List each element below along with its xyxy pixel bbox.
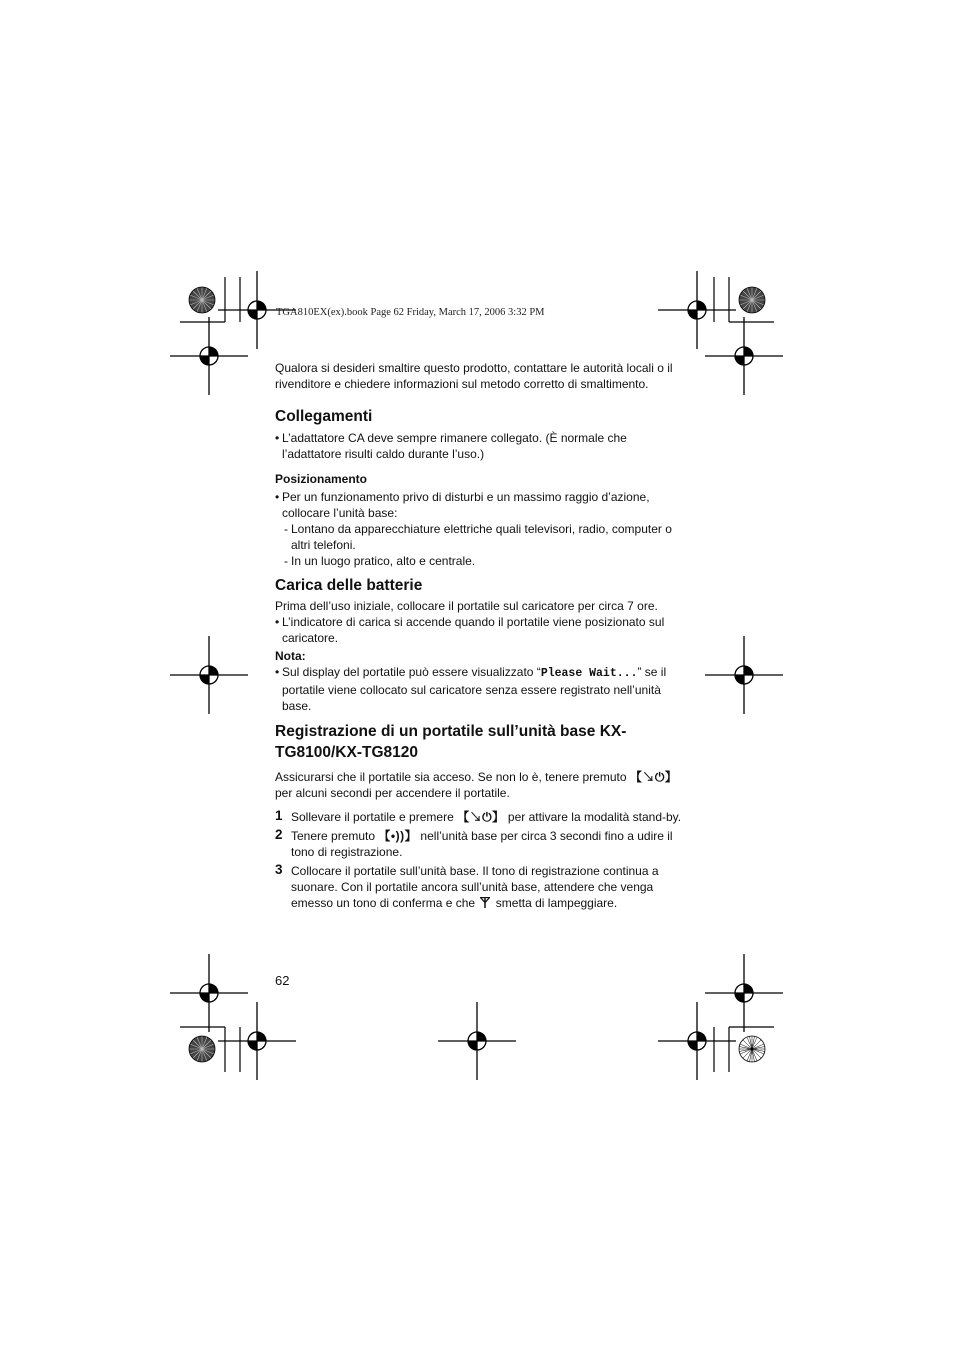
off-power-key-icon: 【↘⏻】 (457, 810, 505, 824)
nota-title: Nota: (275, 649, 306, 663)
nota-bullet (275, 664, 687, 714)
antenna-icon (480, 897, 490, 908)
registrazione-intro-a: Assicurarsi che il portatile sia acceso. Se non lo è, tenere premuto (275, 770, 630, 784)
posizionamento-bullet: • Per un funzionamento privo di disturbi e un massimo raggio d’azione, collocare l’unità base: (275, 489, 687, 521)
step-number: 3 (275, 862, 283, 877)
registrazione-intro-b: per alcuni secondi per accendere il portatile. (275, 786, 510, 800)
posizionamento-dash-2: - In un luogo pratico, alto e centrale. (275, 553, 687, 569)
posizionamento-dash-1: - Lontano da apparecchiature elettriche quali televisori, radio, computer o altri telefoni. (275, 521, 687, 553)
subsection-title-posizionamento: Posizionamento (275, 472, 368, 486)
book-header: TGA810EX(ex).book Page 62 Friday, March 17, 2006 3:32 PM (276, 307, 545, 318)
step-2 (275, 828, 687, 860)
page-number: 62 (275, 973, 290, 988)
step-text-a: Collocare il portatile sull’unità base. Il tono di registrazione continua a suonare. Con il portatile ancora sull’unità base, attendere che venga emesso un tono di conferma e che (291, 864, 659, 910)
display-text: Please Wait... (540, 667, 638, 680)
step-text-b: smetta di lampeggiare. (492, 896, 618, 910)
step-number: 2 (275, 827, 283, 842)
section-title-registrazione: Registrazione di un portatile sull’unità base KX-TG8100/KX-TG8120 (275, 723, 627, 761)
registrazione-intro (275, 769, 687, 801)
off-power-key-icon: 【↘⏻】 (629, 770, 678, 784)
carica-bullet: • L’indicatore di carica si accende quando il portatile viene posizionato sul caricatore. (275, 614, 687, 646)
locator-key-icon: 【•))】 (378, 829, 418, 843)
step-text-a: Tenere premuto (291, 829, 379, 843)
nota-text-after: ” se il portatile viene collocato sul caricatore senza essere registrato nell’unità base. (282, 665, 667, 713)
collegamenti-bullet: • L’adattatore CA deve sempre rimanere collegato. (È normale che l’adattatore risulti caldo durante l’uso.) (275, 430, 687, 462)
step-number: 1 (275, 808, 283, 823)
nota-text-before: Sul display del portatile può essere visualizzato “ (282, 665, 541, 679)
step-3 (275, 863, 687, 911)
carica-text: Prima dell’uso iniziale, collocare il portatile sul caricatore per circa 7 ore. (275, 599, 658, 613)
step-text-a: Sollevare il portatile e premere (291, 810, 458, 824)
step-1 (275, 809, 687, 825)
disposal-intro: Qualora si desideri smaltire questo prodotto, contattare le autorità locali o il rivenditore e chiedere informazioni sul metodo corretto di smaltimento. (275, 361, 673, 391)
step-text-b: per attivare la modalità stand-by. (504, 810, 682, 824)
section-title-collegamenti: Collegamenti (275, 408, 373, 425)
step-text-b: nell’unità base per circa 3 secondi fino a udire il tono di registrazione. (291, 829, 673, 859)
section-title-carica: Carica delle batterie (275, 577, 423, 594)
page-content (275, 360, 687, 911)
